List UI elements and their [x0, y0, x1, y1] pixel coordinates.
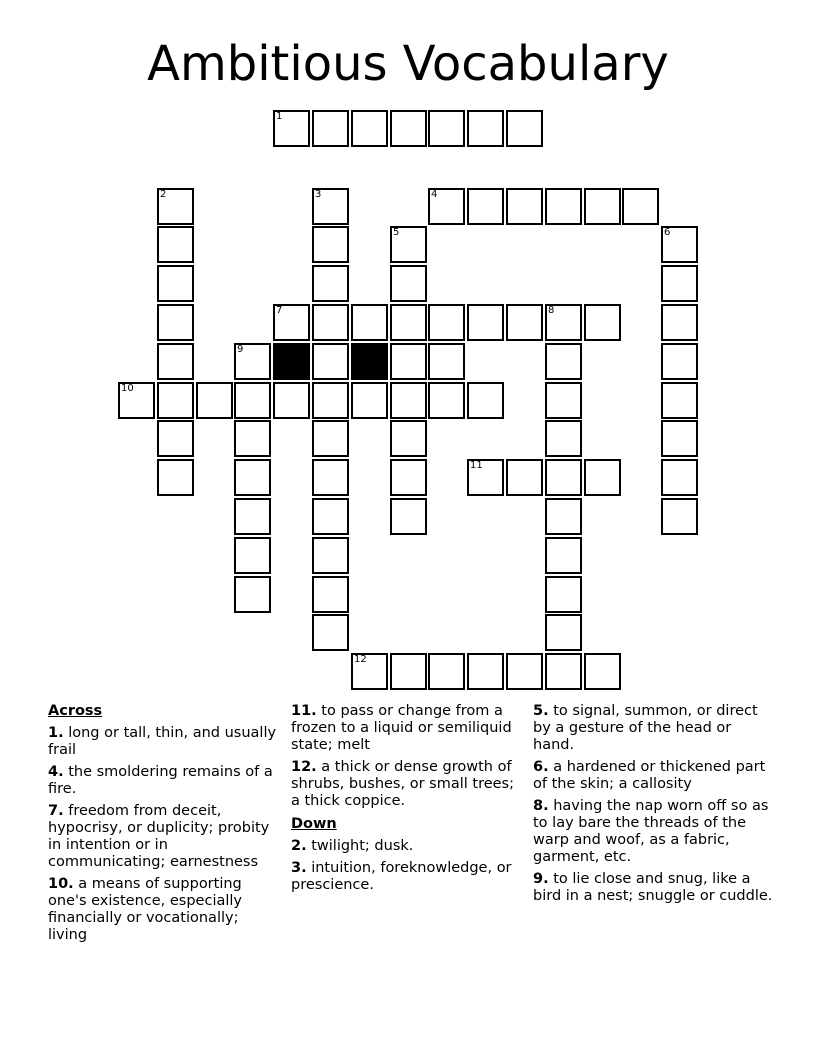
clue-across-7	[48, 803, 280, 871]
grid-cell[interactable]	[545, 382, 582, 419]
clue-text: intuition, foreknowledge, or prescience.	[291, 860, 512, 893]
grid-cell[interactable]	[234, 343, 271, 380]
clue-down-6	[533, 759, 773, 793]
clues-column-1	[48, 703, 280, 949]
clues-column-3	[533, 703, 773, 910]
cell-number: 1	[276, 111, 283, 122]
clue-number: 12.	[291, 759, 317, 775]
clue-number: 11.	[291, 703, 317, 719]
cell-number: 3	[315, 189, 322, 200]
grid-cell[interactable]	[428, 188, 465, 225]
grid-cell[interactable]	[390, 420, 427, 457]
grid-cell[interactable]	[157, 304, 194, 341]
grid-cell[interactable]	[428, 343, 465, 380]
grid-cell[interactable]	[312, 226, 349, 263]
clue-text: to lie close and snug, like a bird in a nest; snuggle or cuddle.	[533, 871, 773, 904]
grid-cell[interactable]	[661, 382, 698, 419]
grid-cell[interactable]	[661, 459, 698, 496]
grid-cell[interactable]	[390, 498, 427, 535]
grid-cell[interactable]	[312, 459, 349, 496]
grid-cell[interactable]	[428, 304, 465, 341]
grid-cell[interactable]	[234, 420, 271, 457]
blocked-square	[351, 343, 388, 380]
clue-text: freedom from deceit, hypocrisy, or duplicity; probity in intention or in communicating; earnestness	[48, 803, 270, 870]
clue-down-3	[291, 860, 517, 894]
clue-text: a hardened or thickened part of the skin; a callosity	[533, 759, 766, 792]
grid-cell[interactable]	[428, 653, 465, 690]
grid-cell[interactable]	[545, 304, 582, 341]
grid-cell[interactable]	[661, 498, 698, 535]
grid-cell[interactable]	[157, 459, 194, 496]
clue-down-8	[533, 798, 773, 866]
grid-cell[interactable]	[545, 188, 582, 225]
grid-cell[interactable]	[390, 459, 427, 496]
clue-number: 8.	[533, 798, 549, 814]
grid-cell[interactable]	[157, 265, 194, 302]
clue-down-2	[291, 838, 517, 855]
grid-cell[interactable]	[428, 382, 465, 419]
grid-cell[interactable]	[157, 382, 194, 419]
grid-cell[interactable]	[234, 576, 271, 613]
cell-number: 9	[237, 344, 244, 355]
clue-number: 6.	[533, 759, 549, 775]
grid-cell[interactable]	[545, 420, 582, 457]
clue-text: a thick or dense growth of shrubs, bushes, or small trees; a thick coppice.	[291, 759, 514, 809]
clue-text: long or tall, thin, and usually frail	[48, 725, 277, 758]
clue-text: to pass or change from a frozen to a liquid or semiliquid state; melt	[291, 703, 512, 753]
grid-cell[interactable]	[390, 265, 427, 302]
cell-number: 11	[470, 460, 483, 471]
clue-number: 10.	[48, 876, 74, 892]
grid-cell[interactable]	[506, 653, 543, 690]
grid-cell[interactable]	[312, 614, 349, 651]
grid-cell[interactable]	[545, 459, 582, 496]
grid-cell[interactable]	[506, 110, 543, 147]
grid-cell[interactable]	[273, 304, 310, 341]
cell-number: 7	[276, 305, 283, 316]
grid-cell[interactable]	[584, 459, 621, 496]
cell-number: 2	[160, 189, 167, 200]
grid-cell[interactable]	[390, 343, 427, 380]
across-heading: Across	[48, 703, 103, 719]
grid-cell[interactable]	[157, 226, 194, 263]
grid-cell[interactable]	[661, 265, 698, 302]
grid-cell[interactable]	[312, 343, 349, 380]
clue-across-10	[48, 876, 280, 944]
grid-cell[interactable]	[467, 188, 504, 225]
clue-number: 2.	[291, 838, 307, 854]
grid-cell[interactable]	[157, 188, 194, 225]
clue-number: 1.	[48, 725, 64, 741]
grid-cell[interactable]	[312, 304, 349, 341]
clue-text: to signal, summon, or direct by a gesture of the head or hand.	[533, 703, 758, 753]
grid-cell[interactable]	[312, 382, 349, 419]
grid-cell[interactable]	[312, 110, 349, 147]
grid-cell[interactable]	[157, 420, 194, 457]
grid-cell[interactable]	[351, 110, 388, 147]
grid-cell[interactable]	[506, 304, 543, 341]
grid-cell[interactable]	[390, 226, 427, 263]
grid-cell[interactable]	[584, 188, 621, 225]
grid-cell[interactable]	[584, 653, 621, 690]
grid-cell[interactable]	[234, 537, 271, 574]
grid-cell[interactable]	[467, 382, 504, 419]
clue-down-9	[533, 871, 773, 905]
clue-number: 9.	[533, 871, 549, 887]
clue-number: 5.	[533, 703, 549, 719]
grid-cell[interactable]	[467, 110, 504, 147]
clue-text: twilight; dusk.	[311, 838, 414, 854]
grid-cell[interactable]	[467, 653, 504, 690]
clue-text: a means of supporting one's existence, especially financially or vocationally; living	[48, 876, 242, 943]
cell-number: 12	[354, 654, 367, 665]
cell-number: 10	[121, 383, 134, 394]
grid-cell[interactable]	[312, 576, 349, 613]
cell-number: 8	[548, 305, 555, 316]
grid-cell[interactable]	[351, 653, 388, 690]
grid-cell[interactable]	[312, 188, 349, 225]
grid-cell[interactable]	[312, 498, 349, 535]
grid-cell[interactable]	[467, 304, 504, 341]
grid-cell[interactable]	[234, 498, 271, 535]
grid-cell[interactable]	[545, 576, 582, 613]
grid-cell[interactable]	[390, 382, 427, 419]
grid-cell[interactable]	[428, 110, 465, 147]
grid-cell[interactable]	[545, 653, 582, 690]
cell-number: 5	[393, 227, 400, 238]
grid-cell[interactable]	[196, 382, 233, 419]
down-heading: Down	[291, 816, 337, 832]
grid-cell[interactable]	[506, 459, 543, 496]
grid-cell[interactable]	[661, 343, 698, 380]
grid-cell[interactable]	[545, 343, 582, 380]
cell-number: 4	[431, 189, 438, 200]
grid-cell[interactable]	[545, 614, 582, 651]
grid-cell[interactable]	[234, 459, 271, 496]
grid-cell[interactable]	[545, 537, 582, 574]
grid-cell[interactable]	[584, 304, 621, 341]
grid-cell[interactable]	[312, 537, 349, 574]
grid-cell[interactable]	[661, 304, 698, 341]
grid-cell[interactable]	[351, 382, 388, 419]
clues-column-2	[291, 703, 517, 899]
clue-across-11	[291, 703, 517, 754]
blocked-square	[273, 343, 310, 380]
grid-cell[interactable]	[351, 304, 388, 341]
grid-cell[interactable]	[661, 226, 698, 263]
grid-cell[interactable]	[273, 382, 310, 419]
grid-cell[interactable]	[157, 343, 194, 380]
grid-cell[interactable]	[273, 110, 310, 147]
grid-cell[interactable]	[312, 265, 349, 302]
clue-number: 7.	[48, 803, 64, 819]
grid-cell[interactable]	[234, 382, 271, 419]
grid-cell[interactable]	[390, 110, 427, 147]
clue-down-5	[533, 703, 773, 754]
clue-text: having the nap worn off so as to lay bare the threads of the warp and woof, as a fabric, garment, etc.	[533, 798, 769, 865]
clue-number: 3.	[291, 860, 307, 876]
grid-cell[interactable]	[312, 420, 349, 457]
clue-across-4	[48, 764, 280, 798]
clue-text: the smoldering remains of a fire.	[48, 764, 273, 797]
grid-cell[interactable]	[467, 459, 504, 496]
grid-cell[interactable]	[622, 188, 659, 225]
grid-cell[interactable]	[661, 420, 698, 457]
page-title: Ambitious Vocabulary	[147, 36, 669, 92]
clue-across-1	[48, 725, 280, 759]
cell-number: 6	[664, 227, 671, 238]
clue-number: 4.	[48, 764, 64, 780]
grid-cell[interactable]	[506, 188, 543, 225]
clue-across-12	[291, 759, 517, 810]
grid-cell[interactable]	[118, 382, 155, 419]
grid-cell[interactable]	[390, 653, 427, 690]
grid-cell[interactable]	[545, 498, 582, 535]
grid-cell[interactable]	[390, 304, 427, 341]
